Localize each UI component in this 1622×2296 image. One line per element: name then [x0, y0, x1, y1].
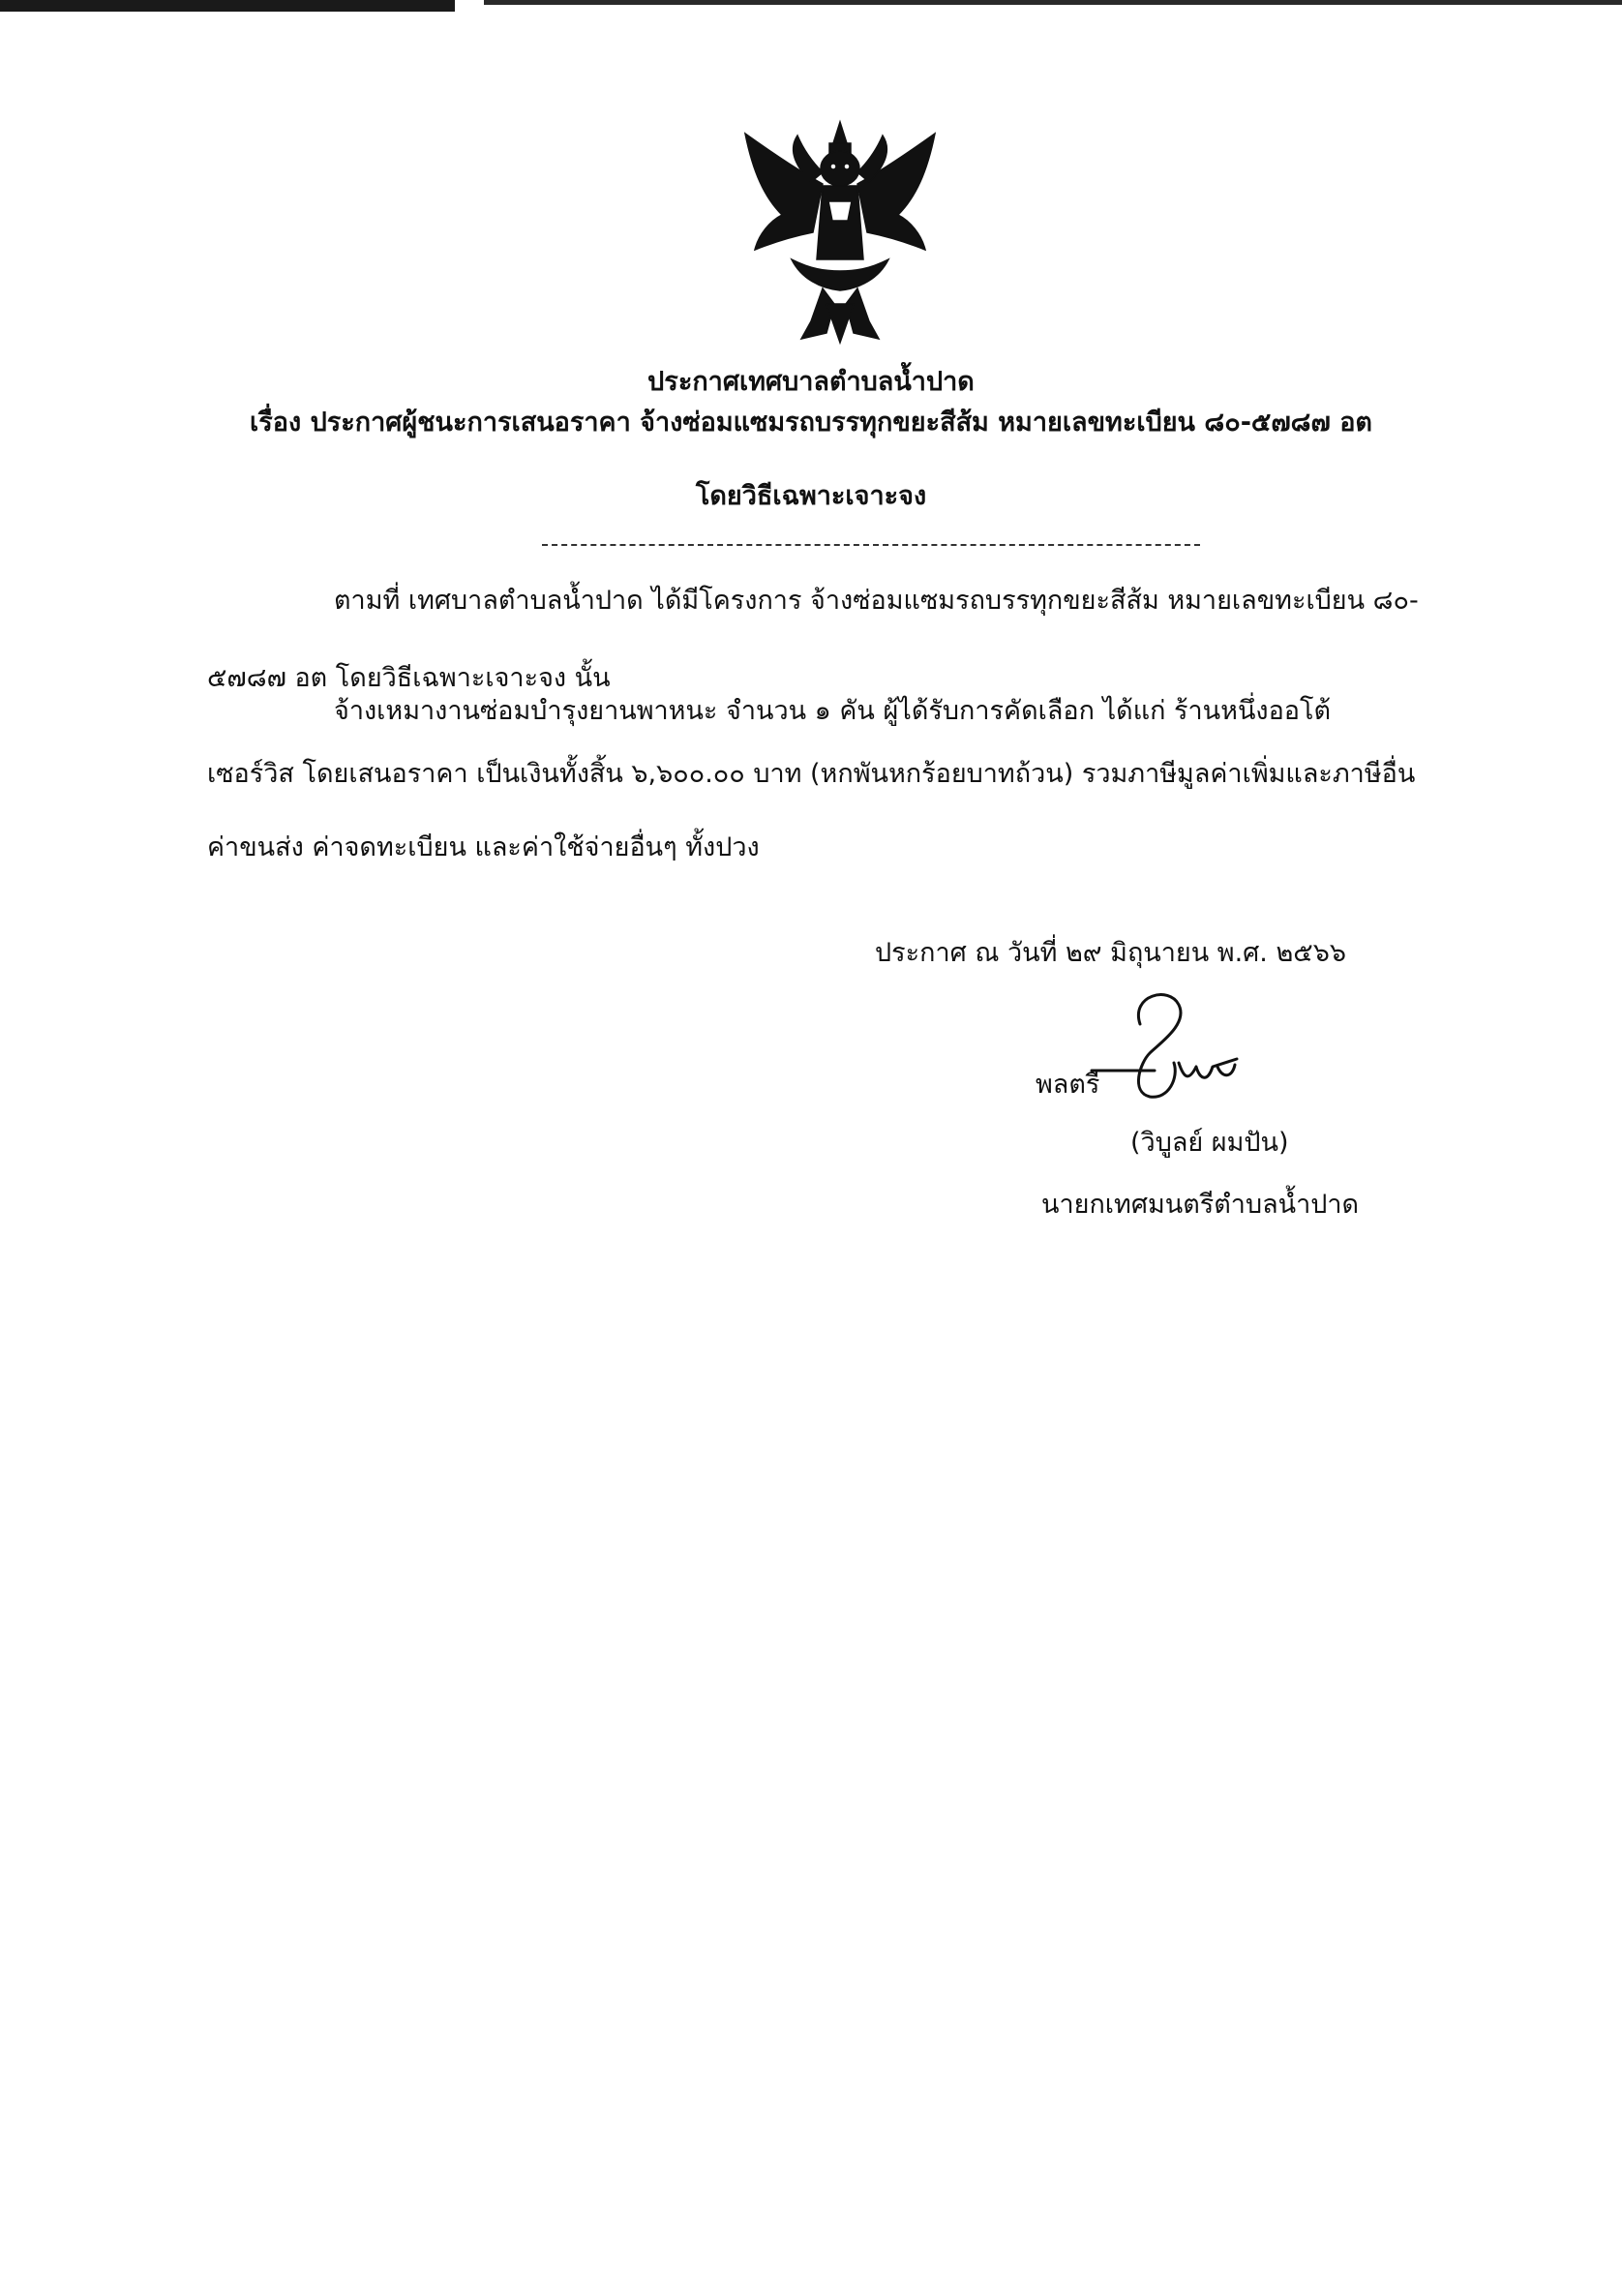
garuda-emblem-icon — [734, 114, 946, 347]
handwritten-signature — [1082, 985, 1276, 1111]
scan-edge-right — [484, 0, 1622, 5]
paragraph2-line2: เซอร์วิส โดยเสนอราคา เป็นเงินทั้งสิ้น ๖,๖๐๐.๐๐ บาท (หกพันหกร้อยบาทถ้วน) รวมภาษีมูลค่าเพิ่มและภาษีอื่น — [207, 759, 1416, 789]
paragraph1-line2: ๕๗๘๗ อต โดยวิธีเฉพาะเจาะจง นั้น — [207, 663, 611, 693]
scan-edge-left — [0, 0, 455, 12]
signer-position: นายกเทศมนตรีตำบลน้ำปาด — [1041, 1190, 1360, 1220]
paragraph2-line1: จ้างเหมางานซ่อมบำรุงยานพาหนะ จำนวน ๑ คัน ผู้ได้รับการคัดเลือก ได้แก่ ร้านหนึ่งออโต้ — [334, 696, 1332, 726]
signer-rank: พลตรี — [1036, 1070, 1100, 1100]
announcement-date: ประกาศ ณ วันที่ ๒๙ มิถุนายน พ.ศ. ๒๕๖๖ — [875, 938, 1346, 968]
divider — [542, 544, 1200, 546]
signer-name: (วิบูลย์ ผมปัน) — [1130, 1128, 1289, 1158]
document-heading: ประกาศเทศบาลตำบลน้ำปาด — [647, 367, 975, 397]
document-subject: เรื่อง ประกาศผู้ชนะการเสนอราคา จ้างซ่อมแซมรถบรรทุกขยะสีส้ม หมายเลขทะเบียน ๘๐-๕๗๘๗ อต — [250, 408, 1372, 438]
paragraph1-line1: ตามที่ เทศบาลตำบลน้ำปาด ได้มีโครงการ จ้างซ่อมแซมรถบรรทุกขยะสีส้ม หมายเลขทะเบียน ๘๐- — [334, 586, 1419, 616]
paragraph2-line3: ค่าขนส่ง ค่าจดทะเบียน และค่าใช้จ่ายอื่นๆ ทั้งปวง — [207, 832, 760, 862]
procurement-method: โดยวิธีเฉพาะเจาะจง — [695, 481, 927, 511]
